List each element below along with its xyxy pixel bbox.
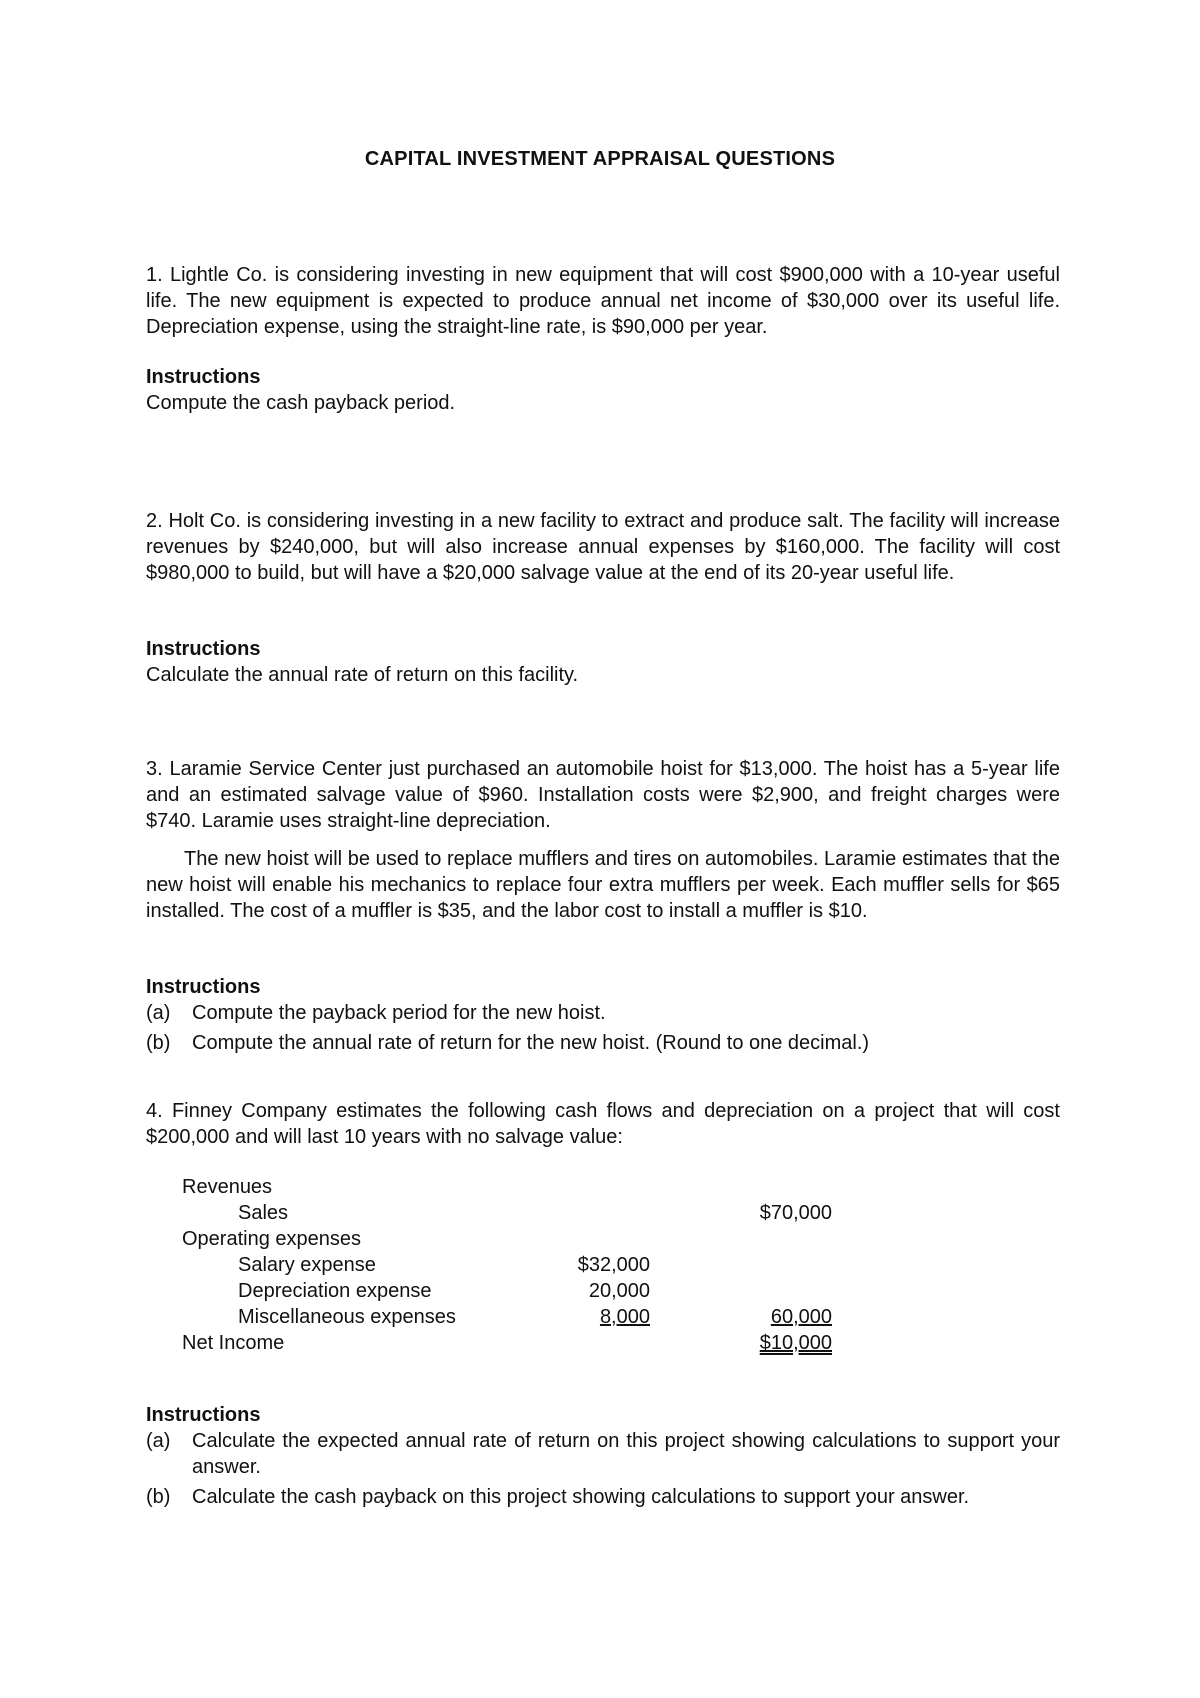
question-2-instruction: Calculate the annual rate of return on this facility. <box>146 664 579 686</box>
list-marker: (b) <box>146 1032 171 1054</box>
table-row <box>182 1304 922 1330</box>
question-3 <box>146 756 1060 834</box>
list-item <box>146 1030 1060 1056</box>
net-income-label: Net Income <box>182 1332 285 1354</box>
question-1-instruction: Compute the cash payback period. <box>146 392 456 414</box>
list-item <box>146 1428 1060 1480</box>
sales-label: Sales <box>238 1202 289 1224</box>
revenues-label: Revenues <box>182 1176 273 1198</box>
list-marker: (a) <box>146 1002 171 1024</box>
instructions-heading: Instructions <box>146 638 261 660</box>
question-3-text: 3. Laramie Service Center just purchased an automobile hoist for $13,000. The hoist has a 5-year life and an estimated salvage value of $960. Installation costs were $2,900, and freight charges were $740. Laramie uses straight-line depreciation. <box>146 758 1060 832</box>
question-1-text: 1. Lightle Co. is considering investing in new equipment that will cost $900,000 with a 10-year useful life. The new equipment is expected to produce annual net income of $30,000 over its useful life. Depreciation expense, using the straight-line rate, is $90,000 per year. <box>146 264 1060 338</box>
miscellaneous-expenses-label: Miscellaneous expenses <box>238 1306 456 1328</box>
net-income-value: $10,000 <box>759 1332 832 1354</box>
question-2-instructions <box>146 636 1060 688</box>
list-item-text: Compute the payback period for the new hoist. <box>192 1002 606 1024</box>
table-row <box>182 1278 922 1304</box>
depreciation-expense-value: 20,000 <box>588 1280 650 1302</box>
income-statement-table <box>182 1174 922 1356</box>
question-2-text: 2. Holt Co. is considering investing in a new facility to extract and produce salt. The facility will increase revenues by $240,000, but will also increase annual expenses by $160,000. The facility will cost $980,000 to build, but will have a $20,000 salvage value at the end of its 20-year useful life. <box>146 510 1060 584</box>
depreciation-expense-label: Depreciation expense <box>238 1280 432 1302</box>
question-3-instructions <box>146 974 1060 1060</box>
salary-expense-label: Salary expense <box>238 1254 376 1276</box>
salary-expense-value: $32,000 <box>577 1254 650 1276</box>
list-item-text: Calculate the expected annual rate of return on this project showing calculations to support your answer. <box>192 1430 1060 1478</box>
list-item <box>146 1000 1060 1026</box>
operating-expenses-label: Operating expenses <box>182 1228 362 1250</box>
list-marker: (a) <box>146 1430 171 1452</box>
sales-value: $70,000 <box>759 1202 832 1224</box>
table-row <box>182 1200 922 1226</box>
table-row <box>182 1174 922 1200</box>
instructions-heading: Instructions <box>146 366 261 388</box>
list-item <box>146 1484 1060 1510</box>
operating-expenses-total: 60,000 <box>770 1306 832 1328</box>
question-1 <box>146 262 1060 340</box>
instructions-heading: Instructions <box>146 1404 261 1426</box>
list-item-text: Compute the annual rate of return for the new hoist. (Round to one decimal.) <box>192 1032 870 1054</box>
question-3-text-2: The new hoist will be used to replace mufflers and tires on automobiles. Laramie estimates that the new hoist will enable his mechanics to replace four extra mufflers per week. Each muffler sells for $65 installed. The cost of a muffler is $35, and the labor cost to install a muffler is $10. <box>146 848 1060 922</box>
question-4 <box>146 1098 1060 1150</box>
document-title: CAPITAL INVESTMENT APPRAISAL QUESTIONS <box>364 148 836 170</box>
table-row <box>182 1226 922 1252</box>
miscellaneous-expenses-value: 8,000 <box>599 1306 650 1328</box>
table-row <box>182 1252 922 1278</box>
question-2 <box>146 508 1060 586</box>
list-marker: (b) <box>146 1486 171 1508</box>
question-3-continued <box>146 846 1060 924</box>
question-4-text: 4. Finney Company estimates the following cash flows and depreciation on a project that will cost $200,000 and will last 10 years with no salvage value: <box>146 1100 1060 1148</box>
list-item-text: Calculate the cash payback on this project showing calculations to support your answer. <box>192 1486 970 1508</box>
instructions-heading: Instructions <box>146 976 261 998</box>
table-row <box>182 1330 922 1356</box>
question-1-instructions <box>146 364 1060 416</box>
question-4-instructions <box>146 1402 1060 1514</box>
